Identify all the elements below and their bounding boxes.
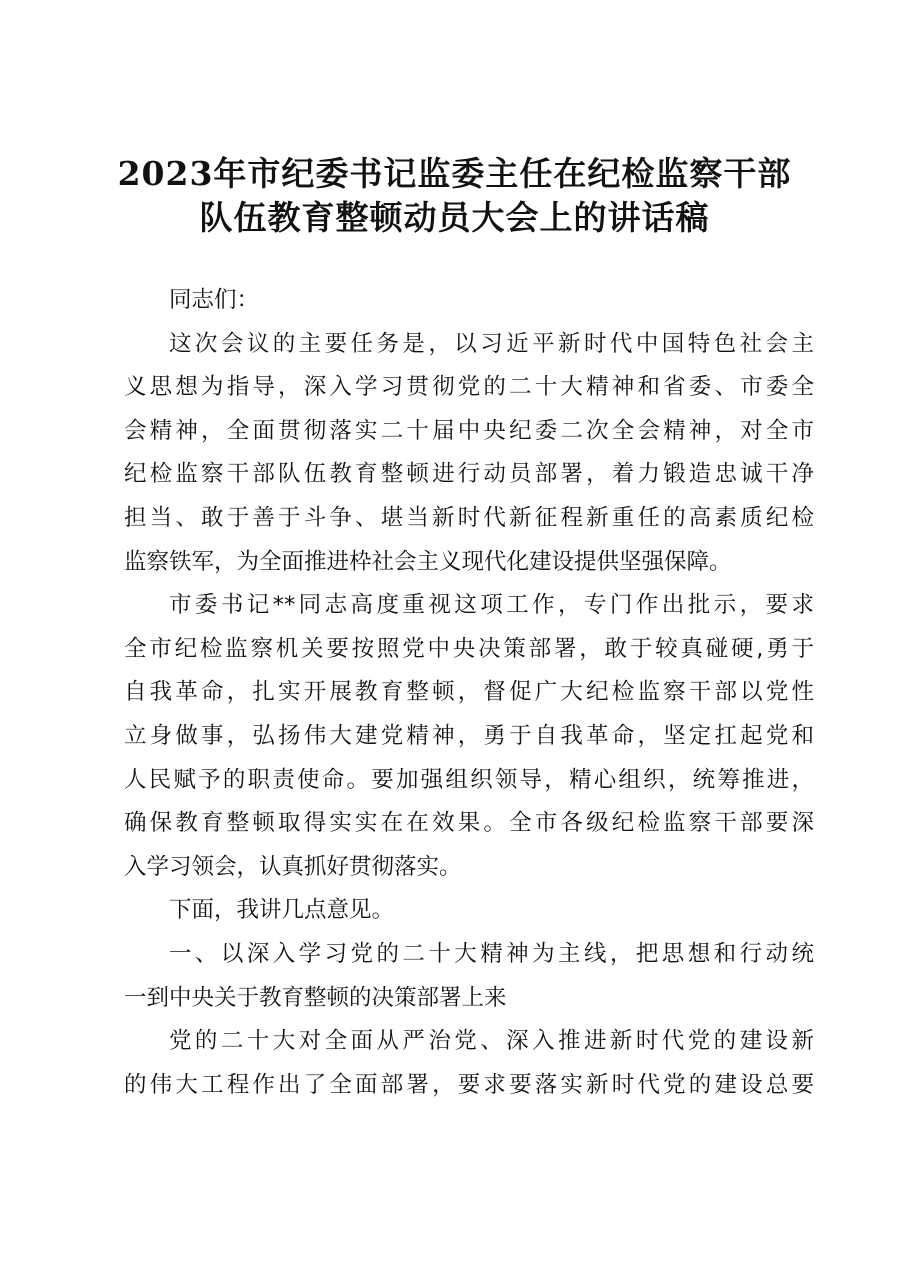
body-line: 人民赋予的职责使命。要加强组织领导，精心组织，统筹推进， [124,766,814,793]
body-line: 同志们： [169,287,260,313]
body-line: 党的二十大对全面从严治党、深入推进新时代党的建设新 [169,1028,814,1055]
body-line: 纪检监察干部队伍教育整顿进行动员部署，着力锻造忠诚干净 [124,461,814,488]
body-line: 自我革命，扎实开展教育整顿，督促广大纪检监察干部以党性 [124,679,814,706]
document-title-line-2: 队伍教育整顿动员大会上的讲话稿 [199,198,710,237]
body-line: 一到中央关于教育整顿的决策部署上来 [124,984,507,1011]
body-line: 立身做事，弘扬伟大建党精神，勇于自我革命，坚定扛起党和 [124,722,814,749]
body-line: 一、以深入学习党的二十大精神为主线，把思想和行动统 [169,940,814,967]
body-line: 会精神，全面贯彻落实二十届中央纪委二次全会精神，对全市 [124,417,814,444]
body-line: 这次会议的主要任务是，以习近平新时代中国特色社会主 [169,330,814,357]
body-line: 全市纪检监察机关要按照党中央决策部署，敢于较真碰硬,勇于 [124,635,814,662]
document-body [124,279,814,1107]
body-line: 确保教育整顿取得实实在在效果。全市各级纪检监察干部要深 [124,810,814,837]
body-line: 担当、敢于善于斗争、堪当新时代新征程新重任的高素质纪检 [124,504,814,531]
body-line: 下面，我讲几点意见。 [169,897,395,924]
body-line: 市委书记**同志高度重视这项工作，专门作出批示，要求 [169,592,814,619]
body-line: 的伟大工程作出了全面部署，要求要落实新时代党的建设总要 [124,1071,814,1098]
body-line: 入学习领会，认真抓好贯彻落实。 [124,853,462,880]
document-title-line-1: 2023年市纪委书记监委主任在纪检监察干部 [117,154,792,193]
body-line: 义思想为指导，深入学习贯彻党的二十大精神和省委、市委全 [124,374,814,401]
body-line: 监察铁军，为全面推进枠社会主义现代化建设提供坚强保障。 [124,548,732,575]
